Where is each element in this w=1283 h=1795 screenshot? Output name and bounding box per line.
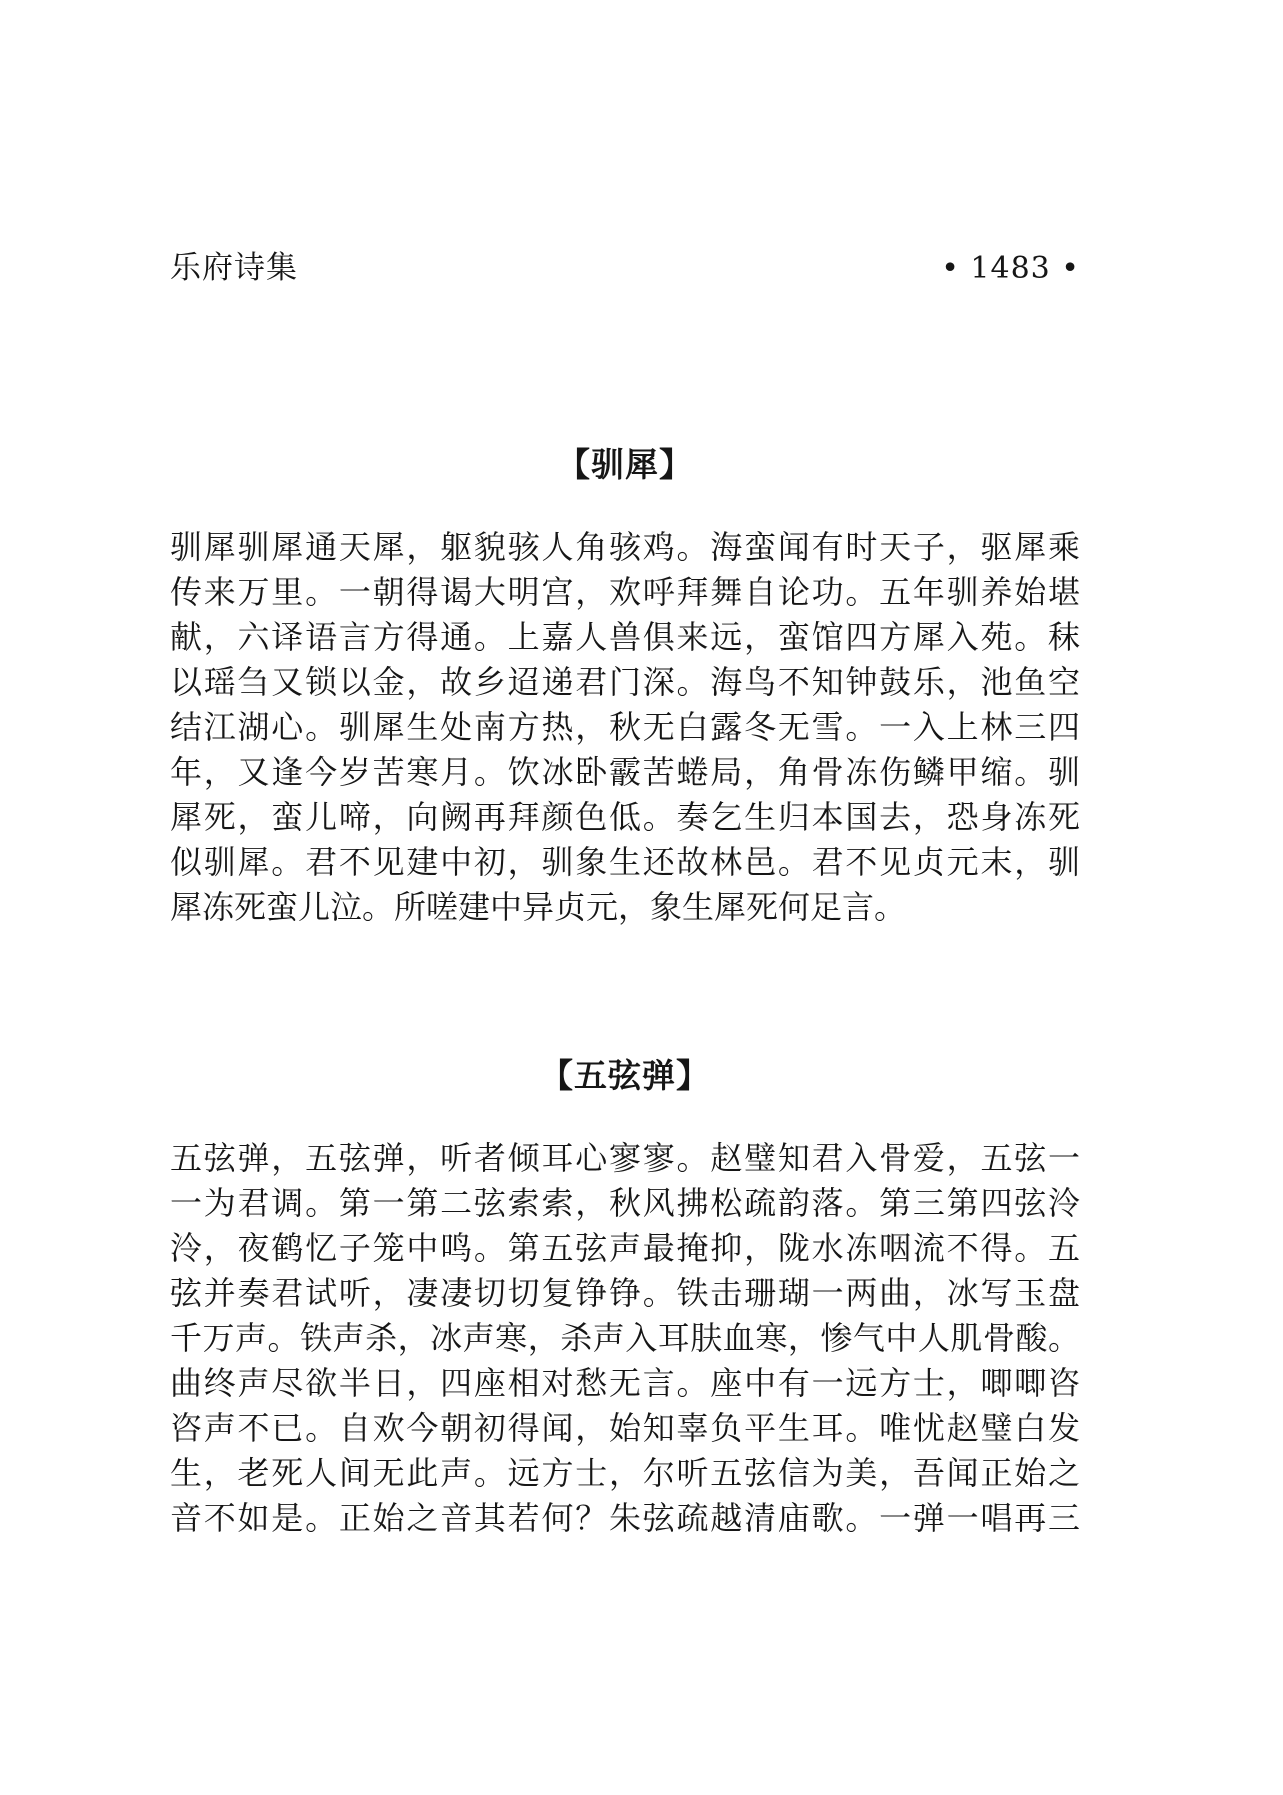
poem-line: 弦并奏君试听，凄凄切切复铮铮。铁击珊瑚一两曲，冰写玉盘 — [170, 1274, 1080, 1312]
poem-line: 音不如是。正始之音其若何？朱弦疏越清庙歌。一弹一唱再三 — [170, 1499, 1080, 1537]
poem-line: 犀死，蛮儿啼，向阙再拜颜色低。奏乞生归本国去，恐身冻死 — [170, 798, 1080, 836]
poem-line: 献，六译语言方得通。上嘉人兽俱来远，蛮馆四方犀入苑。秣 — [170, 618, 1080, 656]
poem-line: 生，老死人间无此声。远方士，尔听五弦信为美，吾闻正始之 — [170, 1454, 1080, 1492]
poem-line: 千万声。铁声杀，冰声寒，杀声入耳肤血寒，惨气中人肌骨酸。 — [170, 1319, 1080, 1357]
poem-line: 五弦弹，五弦弹，听者倾耳心寥寥。赵璧知君入骨爱，五弦一 — [170, 1139, 1080, 1177]
page-header — [170, 250, 1080, 287]
poem-line: 犀冻死蛮儿泣。所嗟建中异贞元，象生犀死何足言。 — [170, 888, 907, 926]
poem-title: 【驯犀】 — [557, 445, 693, 484]
poem-body — [170, 1136, 1080, 1541]
poem-line: 一为君调。第一第二弦索索，秋风拂松疏韵落。第三第四弦泠 — [170, 1184, 1080, 1222]
poem-line: 传来万里。一朝得谒大明宫，欢呼拜舞自论功。五年驯养始堪 — [170, 573, 1080, 611]
poem-body — [170, 525, 1080, 930]
poem-line: 驯犀驯犀通天犀，躯貌骇人角骇鸡。海蛮闻有时天子，驱犀乘 — [170, 528, 1080, 566]
book-title: 乐府诗集 — [170, 250, 298, 286]
poem-title: 【五弦弹】 — [540, 1056, 710, 1095]
poem-line: 以瑶刍又锁以金，故乡迢递君门深。海鸟不知钟鼓乐，池鱼空 — [170, 663, 1080, 701]
poem-line: 曲终声尽欲半日，四座相对愁无言。座中有一远方士，唧唧咨 — [170, 1364, 1080, 1402]
poem-line: 结江湖心。驯犀生处南方热，秋无白露冬无雪。一入上林三四 — [170, 708, 1080, 746]
poem-line: 年，又逢今岁苦寒月。饮冰卧霰苦蜷局，角骨冻伤鳞甲缩。驯 — [170, 753, 1080, 791]
poem-section-wuxiantan — [170, 1056, 1080, 1541]
poem-line: 泠，夜鹤忆子笼中鸣。第五弦声最掩抑，陇水冻咽流不得。五 — [170, 1229, 1080, 1267]
page-number: • 1483 • — [941, 251, 1080, 286]
poem-section-xunxi — [170, 445, 1080, 930]
poem-line: 咨声不已。自欢今朝初得闻，始知辜负平生耳。唯忧赵璧白发 — [170, 1409, 1080, 1447]
poem-line: 似驯犀。君不见建中初，驯象生还故林邑。君不见贞元末，驯 — [170, 843, 1080, 881]
